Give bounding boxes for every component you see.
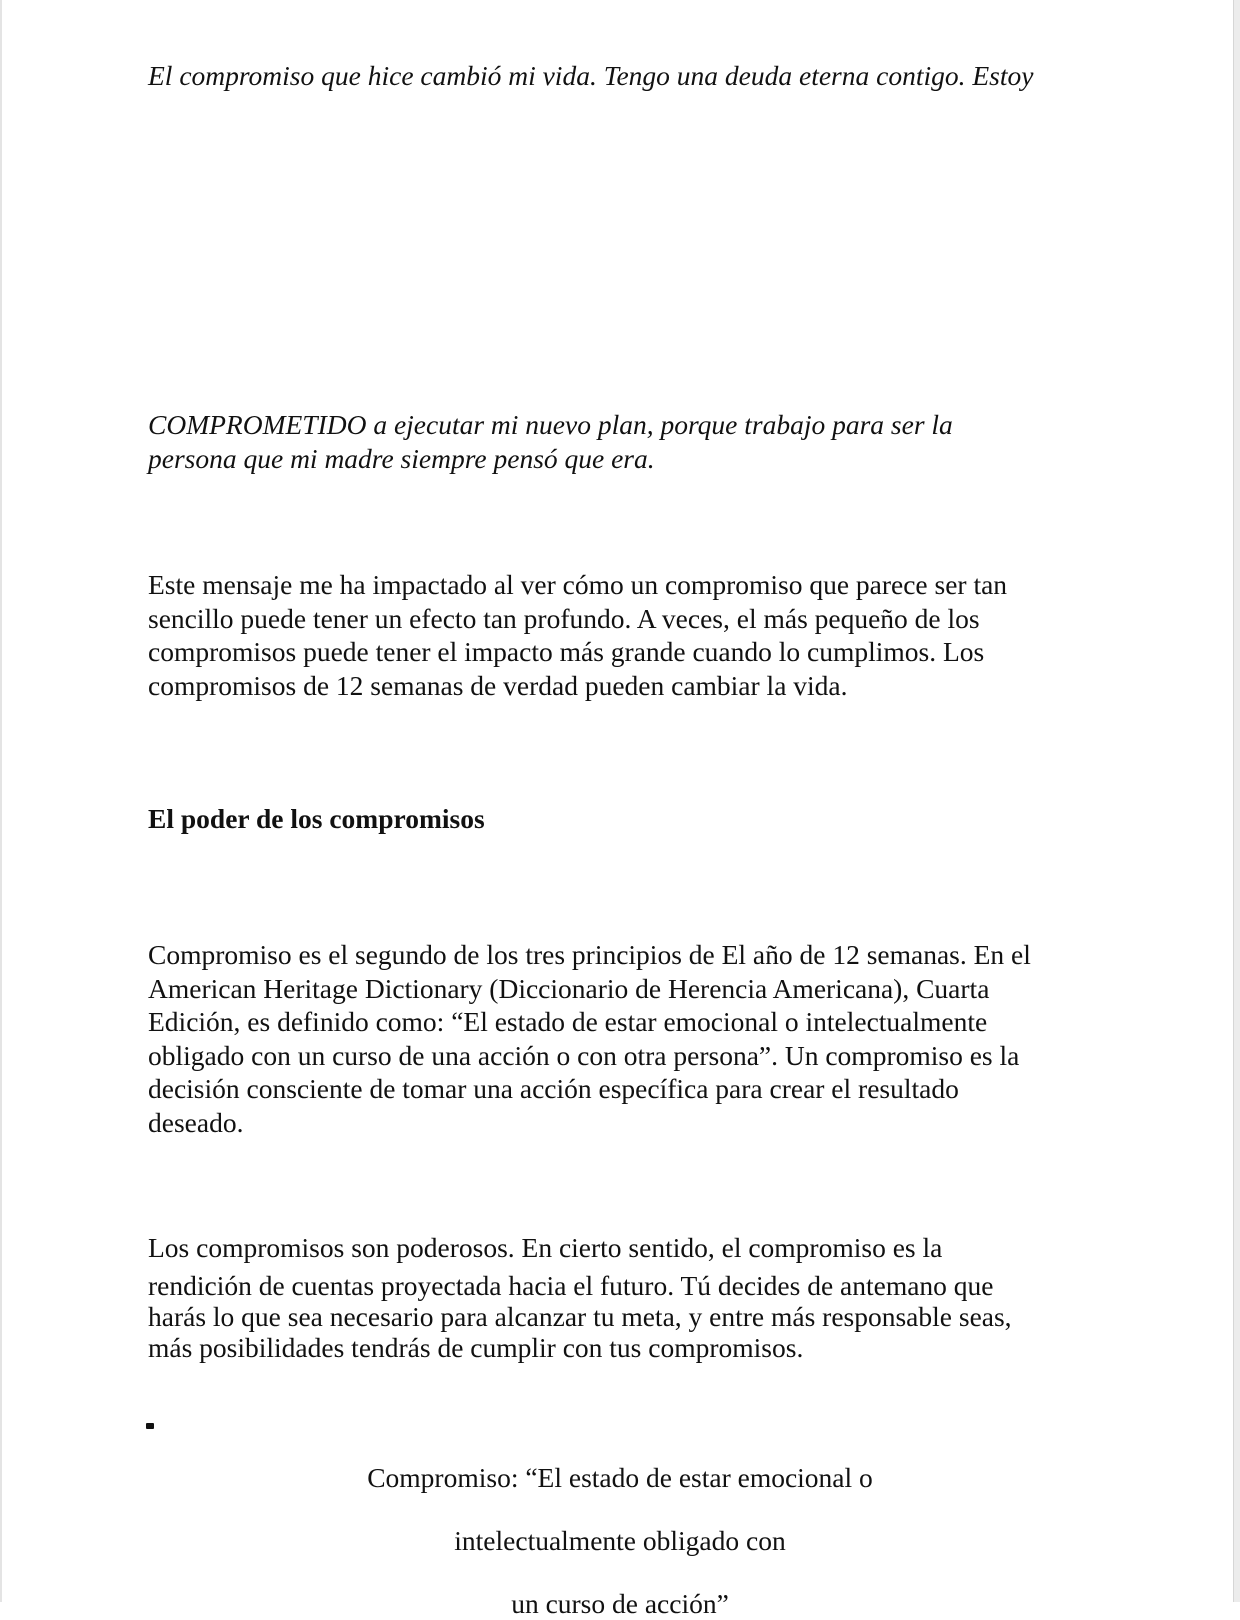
intro-line (148, 59, 1098, 93)
section-heading-text: El poder de los compromisos (148, 803, 485, 834)
power-line-2: rendición de cuentas proyectada hacia el futuro. Tú decides de antemano que (148, 1269, 994, 1301)
impact-line-2: sencillo puede tener un efecto tan profundo. A veces, el más pequeño de los (148, 602, 980, 634)
power-line-4: más posibilidades tendrás de cumplir con tus compromisos. (148, 1332, 804, 1363)
intro-line-text: El compromiso que hice cambió mi vida. Tengo una deuda eterna contigo. Estoy (148, 60, 1034, 91)
page-left-edge (0, 0, 2, 1602)
definition-line-3: Edición, es definido como: “El estado de estar emocional o intelectualmente (148, 1006, 988, 1037)
impact-line-3: compromisos puede tener el impacto más grande cuando lo cumplimos. Los (148, 636, 985, 667)
definition-line-2: American Heritage Dictionary (Diccionario de Herencia Americana), Cuarta (148, 972, 990, 1004)
definition-paragraph (148, 938, 1098, 1139)
pull-quote-line-3: un curso de acción” (511, 1588, 729, 1619)
impact-line-4: compromisos de 12 semanas de verdad pueden cambiar la vida. (148, 669, 848, 701)
committed-line-2: persona que mi madre siempre pensó que era. (148, 442, 655, 474)
section-heading (148, 802, 1098, 836)
definition-line-4: obligado con un curso de una acción o con otra persona”. Un compromiso es la (148, 1039, 1020, 1071)
pull-quote-line-2: intelectualmente obligado con (454, 1525, 786, 1556)
definition-line-1: Compromiso es el segundo de los tres principios de El año de 12 semanas. En el (148, 939, 1031, 970)
power-line-1: Los compromisos son poderosos. En cierto sentido, el compromiso es la (148, 1232, 943, 1263)
definition-line-6: deseado. (148, 1106, 244, 1138)
impact-paragraph (148, 568, 1098, 702)
definition-line-5: decisión consciente de tomar una acción específica para crear el resultado (148, 1073, 959, 1104)
pull-quote-line-1: Compromiso: “El estado de estar emocional o (367, 1462, 873, 1493)
committed-line-1: COMPROMETIDO a ejecutar mi nuevo plan, porque trabajo para ser la (148, 409, 953, 440)
page-right-edge (1233, 0, 1240, 1602)
bullet-mark (146, 1423, 154, 1429)
committed-paragraph (148, 408, 1098, 475)
power-paragraph (148, 1231, 1098, 1365)
impact-line-1: Este mensaje me ha impactado al ver cómo un compromiso que parece ser tan (148, 569, 1008, 600)
power-line-3: harás lo que sea necesario para alcanzar tu meta, y entre más responsable seas, (148, 1301, 1012, 1332)
